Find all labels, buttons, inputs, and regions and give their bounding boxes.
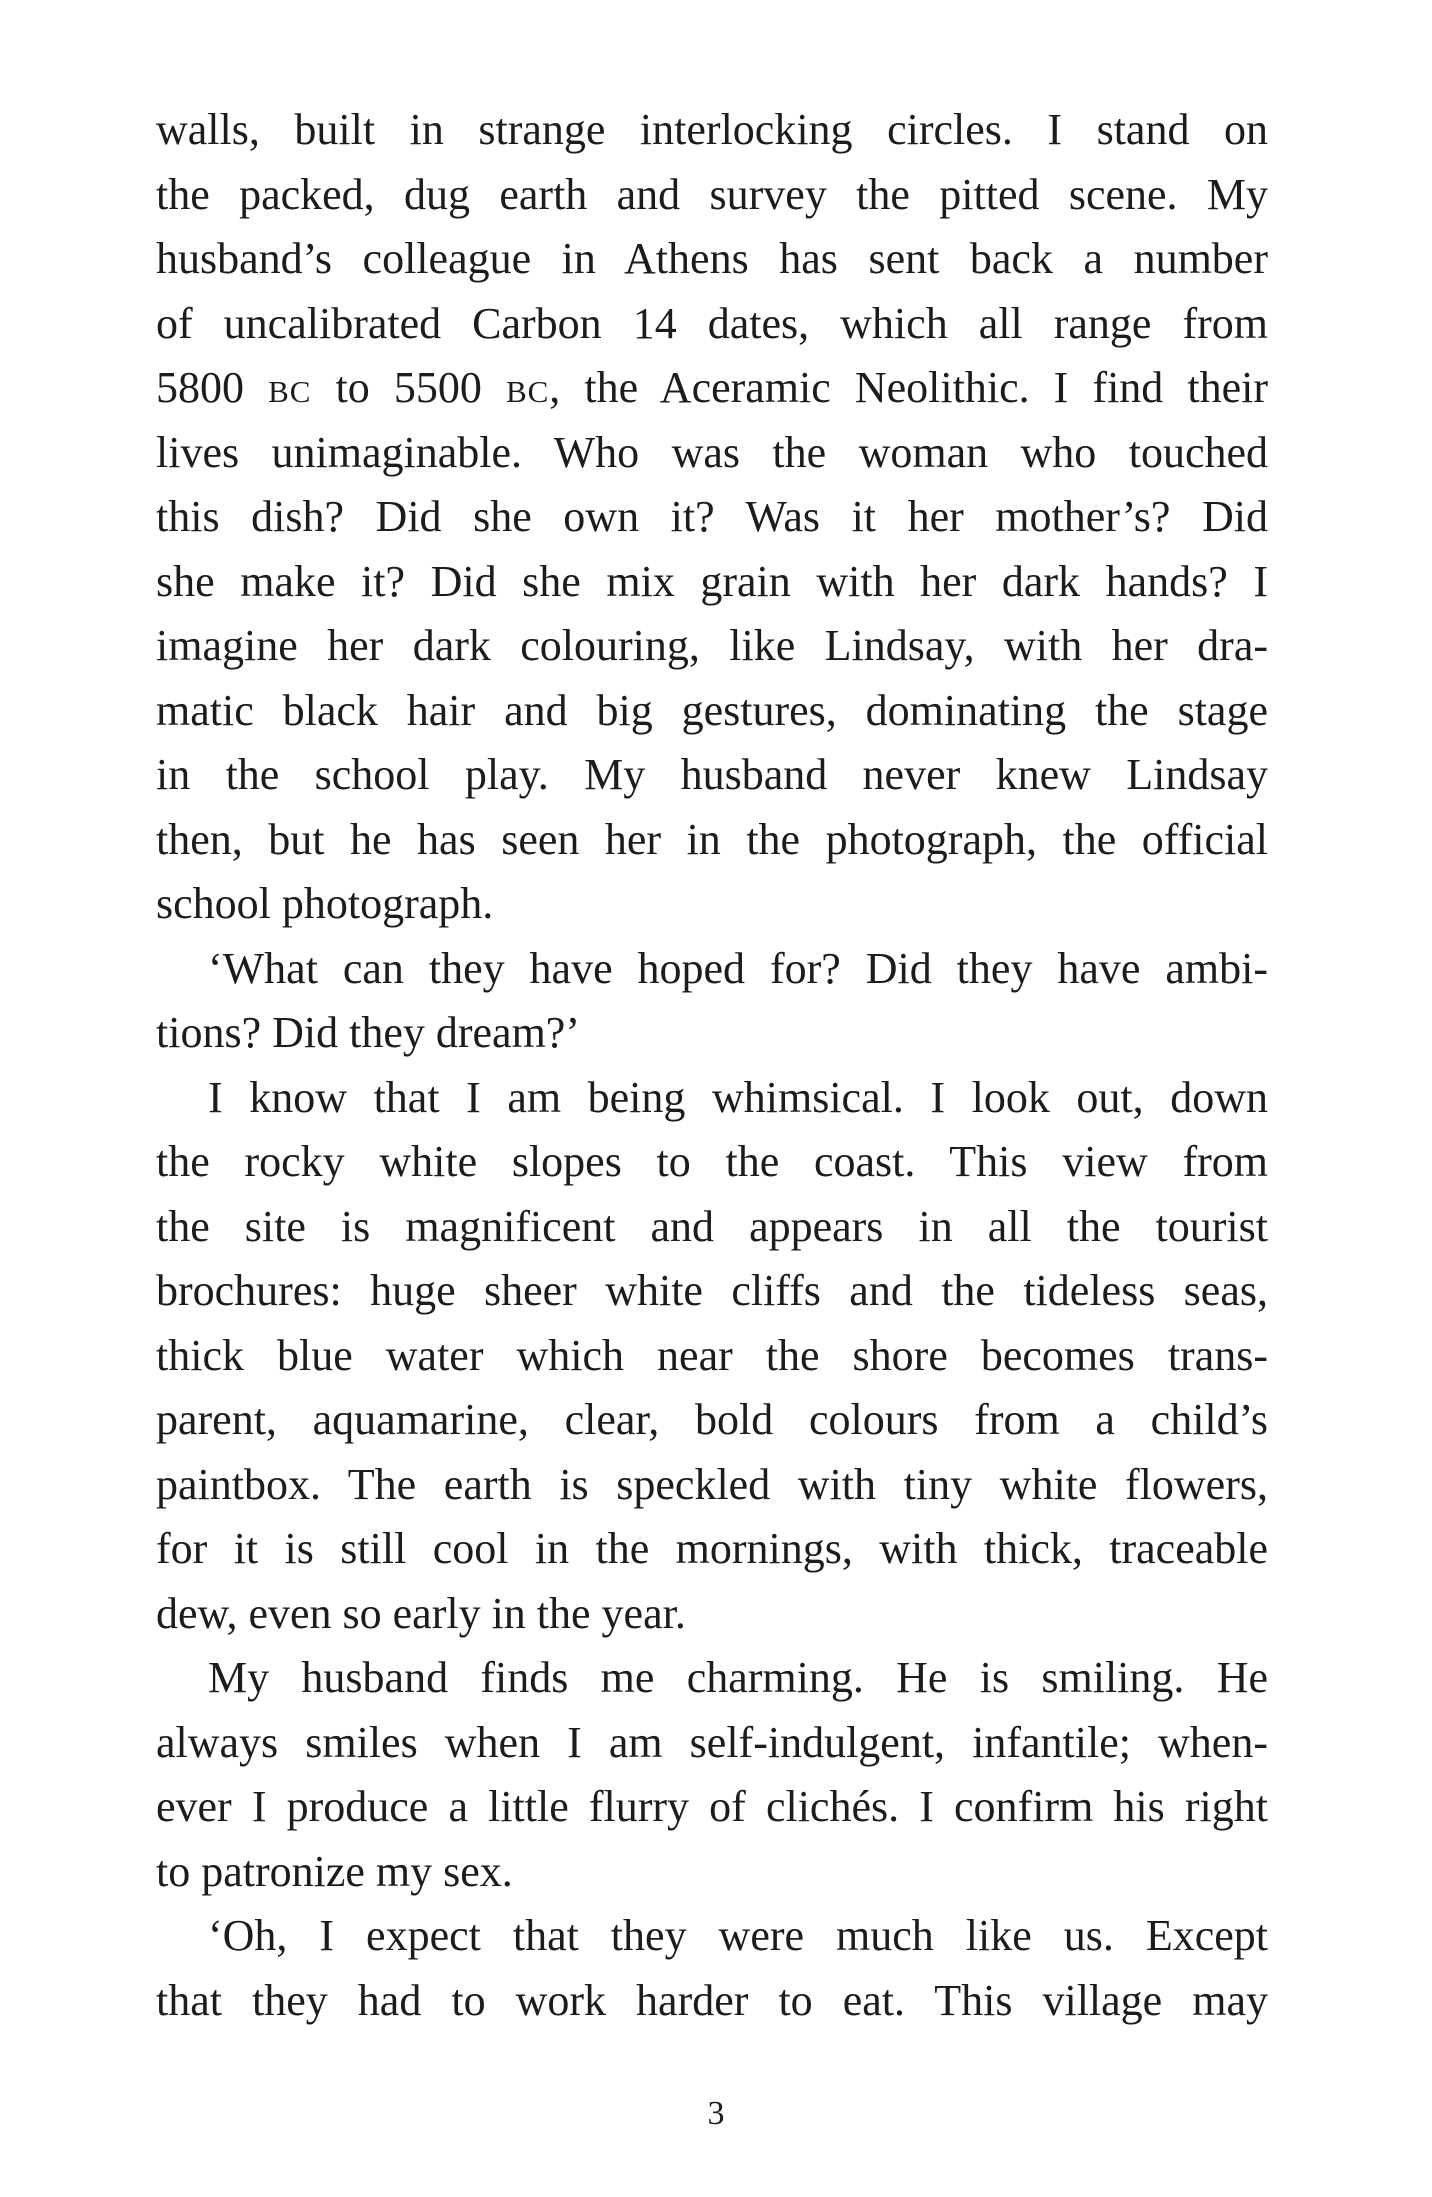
text-line: for it is still cool in the mornings, with thick, traceable — [156, 1524, 1268, 1573]
text-line: then, but he has seen her in the photograph, the official — [156, 814, 1268, 864]
text-line: lives unimaginable. Who was the woman who touched — [156, 427, 1268, 477]
text-line: that they had to work harder to eat. This village may — [156, 1975, 1268, 2025]
text-line: ‘What can they have hoped for? Did they have ambi- — [208, 943, 1268, 993]
text-line: matic black hair and big gestures, dominating the stage — [156, 685, 1268, 735]
text-line: dew, even so early in the year. — [156, 1588, 686, 1638]
text-line: paintbox. The earth is speckled with tiny white flowers, — [156, 1459, 1268, 1509]
paragraph — [156, 98, 1268, 937]
text-line: in the school play. My husband never knew Lindsay — [156, 750, 1268, 799]
paragraph — [156, 1646, 1268, 1904]
text-line: the packed, dug earth and survey the pitted scene. My — [156, 169, 1268, 219]
text-line: this dish? Did she own it? Was it her mother’s? Did — [156, 492, 1268, 541]
text-line: ever I produce a little flurry of clichés. I confirm his right — [156, 1782, 1268, 1831]
text-line: to patronize my sex. — [156, 1846, 513, 1896]
text-line: ‘Oh, I expect that they were much like us. Except — [208, 1911, 1268, 1960]
text-line: imagine her dark colouring, like Lindsay, with her dra- — [156, 621, 1268, 670]
text-line: the rocky white slopes to the coast. This view from — [156, 1137, 1268, 1186]
paragraph — [156, 937, 1268, 1066]
text-line: husband’s colleague in Athens has sent back a number — [156, 234, 1268, 283]
text-line: My husband finds me charming. He is smiling. He — [208, 1653, 1268, 1702]
text-line: tions? Did they dream?’ — [156, 1008, 580, 1057]
body-text — [156, 98, 1268, 2033]
text-line: 5800 BC to 5500 BC, the Aceramic Neolithic. I find their — [156, 363, 1268, 412]
text-line: brochures: huge sheer white cliffs and the tideless seas, — [156, 1266, 1268, 1315]
text-line: I know that I am being whimsical. I look out, down — [208, 1072, 1268, 1122]
text-line: she make it? Did she mix grain with her dark hands? I — [156, 556, 1268, 606]
paragraph — [156, 1904, 1268, 2033]
paragraph — [156, 1066, 1268, 1647]
text-line: of uncalibrated Carbon 14 dates, which all range from — [156, 298, 1268, 348]
text-line: parent, aquamarine, clear, bold colours from a child’s — [156, 1395, 1268, 1444]
text-line: always smiles when I am self-indulgent, infantile; when- — [156, 1717, 1268, 1767]
text-line: thick blue water which near the shore becomes trans- — [156, 1330, 1268, 1380]
text-line: the site is magnificent and appears in all the tourist — [156, 1201, 1268, 1251]
text-line: school photograph. — [156, 879, 494, 928]
text-line: walls, built in strange interlocking circles. I stand on — [156, 105, 1268, 154]
page-number: 3 — [707, 2095, 725, 2132]
